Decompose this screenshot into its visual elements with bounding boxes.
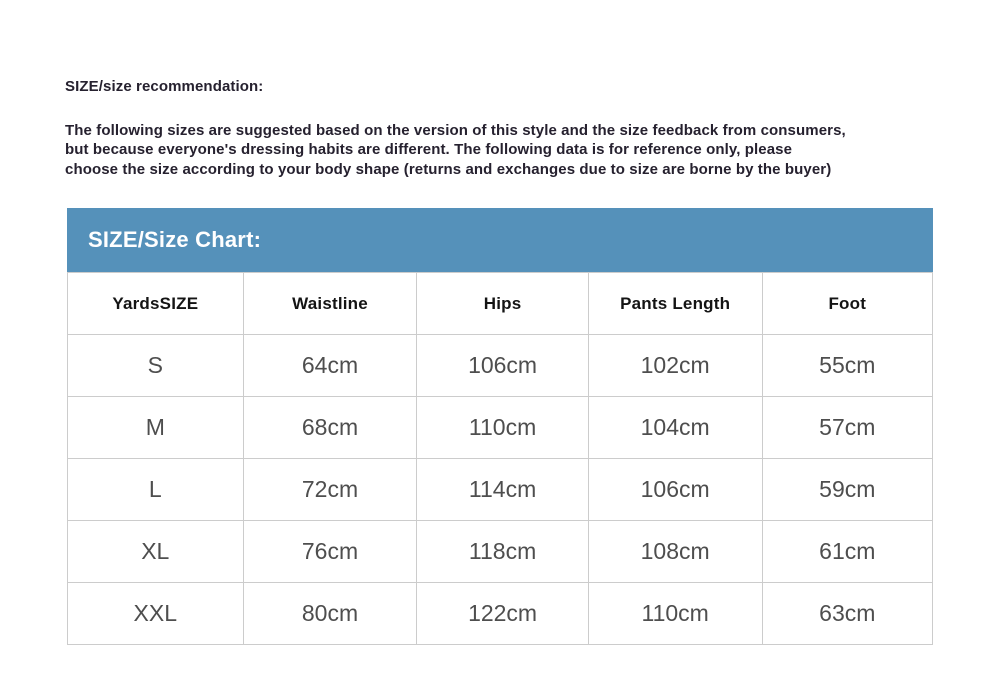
- size-chart-title: SIZE/Size Chart:: [88, 227, 262, 252]
- hips-value: 114cm: [417, 459, 588, 521]
- waistline-value: 64cm: [243, 335, 417, 397]
- size-label: XL: [68, 521, 244, 583]
- size-chart-title-bar: [67, 208, 933, 272]
- foot-value: 57cm: [762, 397, 932, 459]
- column-header-hips: Hips: [417, 273, 588, 335]
- description-line-3: choose the size according to your body shape (returns and exchanges due to size are borne by the buyer): [65, 160, 832, 178]
- size-label: L: [68, 459, 244, 521]
- table-row-l: [68, 459, 933, 521]
- size-label: S: [68, 335, 244, 397]
- size-chart-table: [67, 272, 933, 645]
- pants-length-value: 108cm: [588, 521, 762, 583]
- table-header-row: [68, 273, 933, 335]
- size-recommendation-heading: SIZE/size recommendation:: [65, 78, 264, 95]
- pants-length-value: 104cm: [588, 397, 762, 459]
- column-header-waistline: Waistline: [243, 273, 417, 335]
- table-row-xxl: [68, 583, 933, 645]
- table-row-xl: [68, 521, 933, 583]
- column-header-size: YardsSIZE: [68, 273, 244, 335]
- waistline-value: 76cm: [243, 521, 417, 583]
- description-line-2: but because everyone's dressing habits are different. The following data is for reference only, please: [65, 141, 793, 159]
- pants-length-value: 106cm: [588, 459, 762, 521]
- foot-value: 59cm: [762, 459, 932, 521]
- pants-length-value: 110cm: [588, 583, 762, 645]
- hips-value: 122cm: [417, 583, 588, 645]
- foot-value: 61cm: [762, 521, 932, 583]
- waistline-value: 80cm: [243, 583, 417, 645]
- waistline-value: 72cm: [243, 459, 417, 521]
- description-line-1: The following sizes are suggested based on the version of this style and the size feedback from consumers,: [65, 122, 846, 139]
- waistline-value: 68cm: [243, 397, 417, 459]
- table-row-s: [68, 335, 933, 397]
- column-header-foot: Foot: [762, 273, 932, 335]
- size-label: M: [68, 397, 244, 459]
- foot-value: 63cm: [762, 583, 932, 645]
- size-recommendation-text: [65, 121, 846, 179]
- size-label: XXL: [68, 583, 244, 645]
- column-header-pants-length: Pants Length: [588, 273, 762, 335]
- foot-value: 55cm: [762, 335, 932, 397]
- hips-value: 106cm: [417, 335, 588, 397]
- hips-value: 110cm: [417, 397, 588, 459]
- hips-value: 118cm: [417, 521, 588, 583]
- table-row-m: [68, 397, 933, 459]
- pants-length-value: 102cm: [588, 335, 762, 397]
